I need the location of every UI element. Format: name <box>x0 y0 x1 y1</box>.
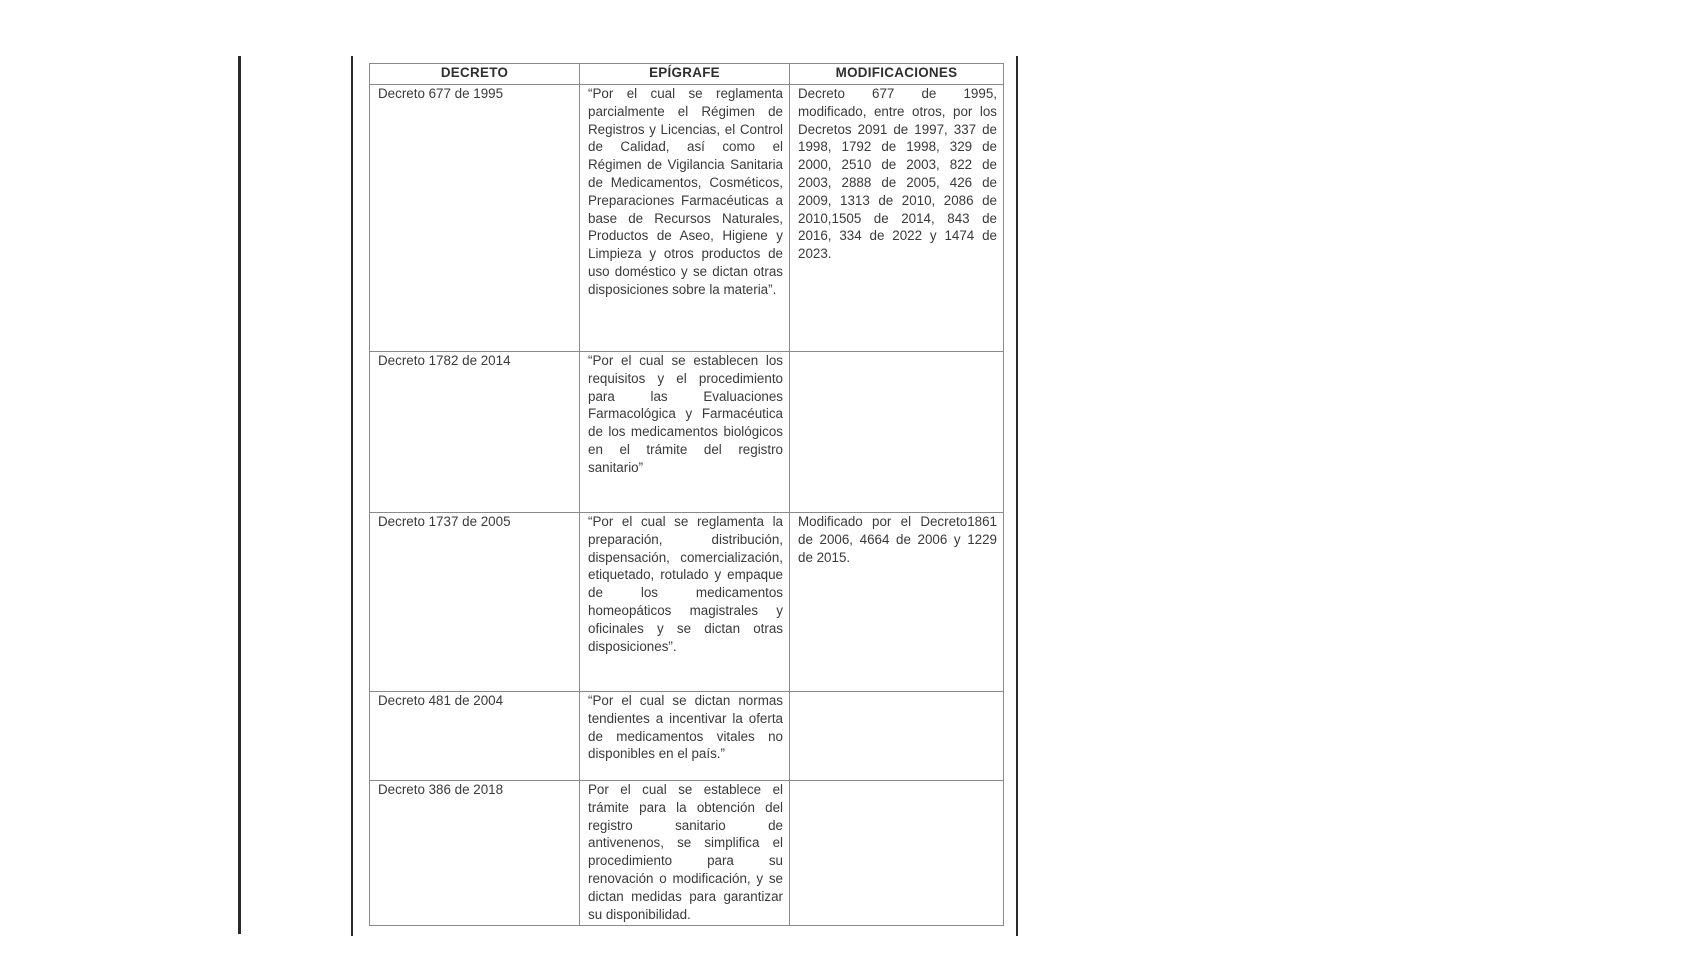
epigrafe-cell: “Por el cual se reglamenta la preparación, distribución, dispensación, comercialización, etiquetado, rotulado y empaque de los medicamentos homeopáticos magistrales y oficinales y se dictan otras disposiciones”. <box>580 513 790 692</box>
epigrafe-cell: “Por el cual se establecen los requisitos y el procedimiento para las Evaluaciones Farmacológica y Farmacéutica de los medicamentos biológicos en el trámite del registro sanitario” <box>580 352 790 513</box>
table-row <box>370 85 1004 352</box>
epigrafe-cell: “Por el cual se reglamenta parcialmente el Régimen de Registros y Licencias, el Control de Calidad, así como el Régimen de Vigilancia Sanitaria de Medicamentos, Cosméticos, Preparaciones Farmacéuticas a base de Recursos Naturales, Productos de Aseo, Higiene y Limpieza y otros productos de uso doméstico y se dictan otras disposiciones sobre la materia”. <box>580 85 790 352</box>
modificaciones-cell: Decreto 677 de 1995, modificado, entre otros, por los Decretos 2091 de 1997, 337 de 1998, 1792 de 1998, 329 de 2000, 2510 de 2003, 822 de 2003, 2888 de 2005, 426 de 2009, 1313 de 2010, 2086 de 2010,1505 de 2014, 843 de 2016, 334 de 2022 y 1474 de 2023. <box>790 85 1004 352</box>
decrees-table <box>369 63 1004 926</box>
decreto-cell: Decreto 1737 de 2005 <box>370 513 580 692</box>
decreto-cell: Decreto 481 de 2004 <box>370 692 580 781</box>
modificaciones-cell <box>790 352 1004 513</box>
page-margin-line-right <box>1016 56 1018 936</box>
modificaciones-cell <box>790 781 1004 926</box>
decreto-cell: Decreto 386 de 2018 <box>370 781 580 926</box>
page-margin-line-left <box>238 56 241 934</box>
table-row <box>370 513 1004 692</box>
table-row <box>370 352 1004 513</box>
modificaciones-cell <box>790 692 1004 781</box>
modificaciones-cell: Modificado por el Decreto1861 de 2006, 4664 de 2006 y 1229 de 2015. <box>790 513 1004 692</box>
epigrafe-cell: Por el cual se establece el trámite para la obtención del registro sanitario de antivenenos, se simplifica el procedimiento para su renovación o modificación, y se dictan medidas para garantizar su disponibilidad. <box>580 781 790 926</box>
header-modificaciones: MODIFICACIONES <box>790 64 1004 85</box>
table-row <box>370 781 1004 926</box>
epigrafe-cell: “Por el cual se dictan normas tendientes a incentivar la oferta de medicamentos vitales no disponibles en el país.” <box>580 692 790 781</box>
header-epigrafe: EPÍGRAFE <box>580 64 790 85</box>
page-margin-line-inner <box>351 56 353 936</box>
table-row <box>370 692 1004 781</box>
header-decreto: DECRETO <box>370 64 580 85</box>
decreto-cell: Decreto 677 de 1995 <box>370 85 580 352</box>
table-header-row <box>370 64 1004 85</box>
decreto-cell: Decreto 1782 de 2014 <box>370 352 580 513</box>
